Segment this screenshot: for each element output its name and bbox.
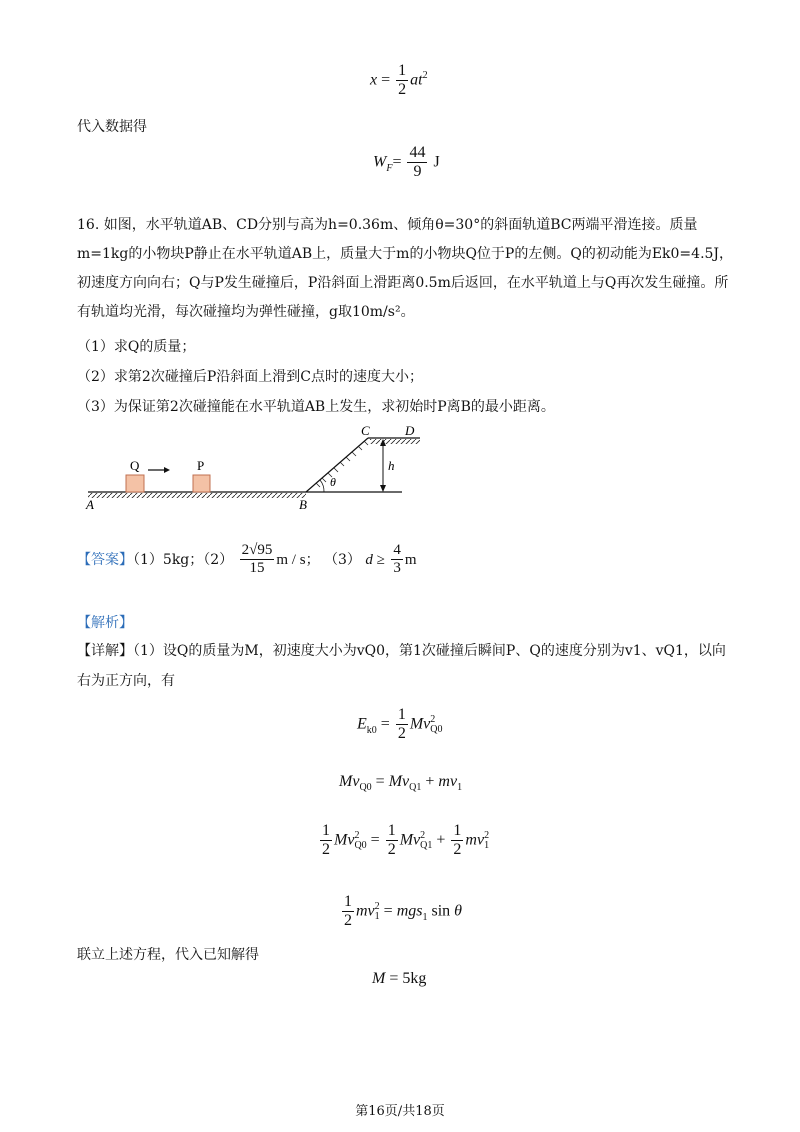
label-d: D xyxy=(405,423,415,438)
label-b: B xyxy=(299,497,307,512)
incline-energy-equation: $\frac{1}{2}$ mv 2 1 = mgs$_1$ sin θ xyxy=(344,893,462,930)
substitute-text: 代入数据得 xyxy=(77,119,147,135)
label-p: P xyxy=(197,458,205,473)
detail-paragraph: 【详解】（1）设Q的质量为M，初速度大小为vQ0，第1次碰撞后瞬间P、Q的速度分别为v1、vQ1，以向右为正方向，有 xyxy=(77,643,726,689)
label-q: Q xyxy=(130,458,140,473)
kinematic-equation: x = $\frac{1}{2}$ $at^2$ xyxy=(370,62,428,99)
page-footer: 第16页/共18页 xyxy=(355,1104,445,1119)
answer-line: 【答案】（1）5kg；（2） $\frac{2√95}{15}$ m / s； （3） d ≥ $\frac{4}{3}$ m xyxy=(77,542,417,577)
block-p xyxy=(193,475,210,492)
answer-tag: 【答案】 xyxy=(77,551,133,568)
velocity-arrow-head xyxy=(164,467,170,473)
problem-intro: 16. 如图，水平轨道AB、CD分别与高为h=0.36m、倾角θ=30°的斜面轨道BC两端平滑连接。质量m=1kg的小物块P静止在水平轨道AB上，质量大于m的小物块Q位于P的左侧。Q的初动能为Ek0=4.5J，初速度方向向右；Q与P发生碰撞后，P沿斜面上滑距离0.5m后返回，在水平轨道上与Q再次发生碰撞。所有轨道均光滑，每次碰撞均为弹性碰撞，g取10m/s²。 xyxy=(77,217,734,320)
question-3: （3）为保证第2次碰撞能在水平轨道AB上发生，求初始时P离B的最小距离。 xyxy=(77,399,555,415)
label-theta: θ xyxy=(330,475,336,489)
conclude-text: 联立上述方程，代入已知解得 xyxy=(77,947,259,963)
angle-arc xyxy=(320,480,324,492)
fraction-one-half: $\frac{1}{2}$ xyxy=(398,62,407,99)
analysis-tag: 【解析】 xyxy=(77,615,133,631)
block-q xyxy=(126,475,144,492)
momentum-equation: $Mv_{Q0} = Mv_{Q1} + mv_1$ xyxy=(339,773,463,794)
ground-hatch xyxy=(88,493,306,498)
height-arrow-head-bottom xyxy=(380,485,386,492)
work-equation: $W_F=$ $\frac{44}{9}$ J xyxy=(373,144,440,181)
energy-conservation-equation: $\frac{1}{2}$ Mv 2 Q0 = $\frac{1}{2}$ Mv 2 Q1 + $\frac{1}{2}$ mv 2 1 xyxy=(322,822,490,859)
incline-hatch xyxy=(316,441,368,487)
top-track-hatch xyxy=(370,439,420,444)
track-diagram xyxy=(80,420,430,515)
fraction-44-9: $\frac{44}{9}$ xyxy=(409,144,426,181)
answer-speed-fraction: $\frac{2√95}{15}$ xyxy=(241,542,273,577)
question-1: （1）求Q的质量； xyxy=(77,339,196,355)
answer-distance-fraction: $\frac{4}{3}$ xyxy=(393,542,401,577)
mass-result-equation: M = 5kg xyxy=(372,970,427,987)
kinetic-energy-equation: $E_{k0}$ = $\frac{1}{2}$ Mv 2 Q0 xyxy=(357,706,443,743)
label-a: A xyxy=(86,497,94,512)
incline-line xyxy=(306,438,368,492)
label-h: h xyxy=(388,458,395,473)
question-2: （2）求第2次碰撞后P沿斜面上滑到C点时的速度大小； xyxy=(77,369,423,385)
label-c: C xyxy=(361,423,370,438)
